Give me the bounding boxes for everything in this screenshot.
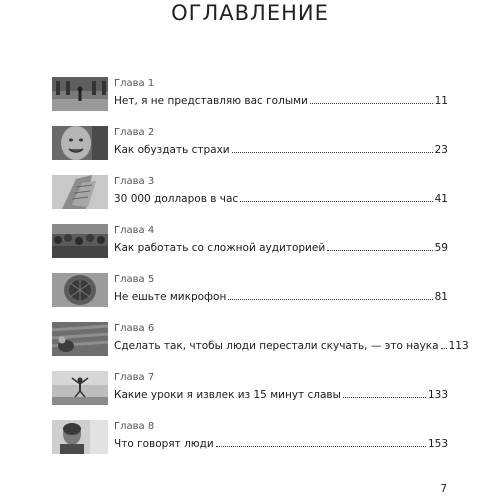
dot-leader <box>232 152 433 153</box>
dot-leader <box>310 103 433 104</box>
page-number: 113 <box>448 340 469 352</box>
chapter-title[interactable]: Что говорят люди <box>114 438 214 450</box>
toc-entry[interactable] <box>52 77 448 111</box>
chapter-label: Глава 5 <box>114 274 155 285</box>
child-face-photo <box>52 126 108 160</box>
chapter-label: Глава 8 <box>114 421 155 432</box>
stage-speaker-photo <box>52 77 108 111</box>
chapter-label: Глава 4 <box>114 225 155 236</box>
chapter-title[interactable]: 30 000 долларов в час <box>114 193 239 205</box>
dot-leader <box>240 201 432 202</box>
page-number: 153 <box>427 438 448 450</box>
dot-leader <box>441 348 447 349</box>
jumping-person-photo <box>52 371 108 405</box>
dot-leader <box>343 397 426 398</box>
chapter-label: Глава 1 <box>114 78 155 89</box>
dot-leader <box>216 446 426 447</box>
toc-entry[interactable] <box>52 322 469 356</box>
crowd-photo <box>52 224 108 258</box>
chapter-label: Глава 6 <box>114 323 155 334</box>
entry-line <box>114 388 448 401</box>
chapter-title[interactable]: Какие уроки я извлек из 15 минут славы <box>114 389 341 401</box>
dot-leader <box>327 250 432 251</box>
page-folio-number: 7 <box>440 483 447 495</box>
sleeping-audience-photo <box>52 322 108 356</box>
toc-entry[interactable] <box>52 420 448 454</box>
dot-leader <box>228 299 432 300</box>
chapter-label: Глава 3 <box>114 176 155 187</box>
chapter-title[interactable]: Как работать со сложной аудиторией <box>114 242 326 254</box>
page-number: 41 <box>434 193 448 205</box>
toc-entry[interactable] <box>52 175 448 209</box>
page-number: 133 <box>427 389 448 401</box>
entry-line <box>114 290 448 303</box>
microphone-photo <box>52 273 108 307</box>
toc-entry[interactable] <box>52 224 448 258</box>
toc-entry[interactable] <box>52 126 448 160</box>
page-number: 23 <box>434 144 448 156</box>
toc-entry[interactable] <box>52 371 448 405</box>
chapter-title[interactable]: Сделать так, чтобы люди перестали скучать, — это наука <box>114 340 439 352</box>
page-number: 59 <box>434 242 448 254</box>
entry-line <box>114 143 448 156</box>
chapter-label: Глава 2 <box>114 127 155 138</box>
chapter-title[interactable]: Нет, я не представляю вас голыми <box>114 95 308 107</box>
chapter-title[interactable]: Не ешьте микрофон <box>114 291 227 303</box>
entry-line <box>114 339 469 352</box>
chapter-label: Глава 7 <box>114 372 155 383</box>
page-title: ОГЛАВЛЕНИЕ <box>171 1 329 25</box>
person-portrait-photo <box>52 420 108 454</box>
page-number: 81 <box>434 291 448 303</box>
chapter-title[interactable]: Как обуздать страхи <box>114 144 230 156</box>
hand-money-photo <box>52 175 108 209</box>
entry-line <box>114 192 448 205</box>
page-number: 11 <box>434 95 448 107</box>
entry-line <box>114 241 448 254</box>
toc-entry[interactable] <box>52 273 448 307</box>
entry-line <box>114 437 448 450</box>
entry-line <box>114 94 448 107</box>
